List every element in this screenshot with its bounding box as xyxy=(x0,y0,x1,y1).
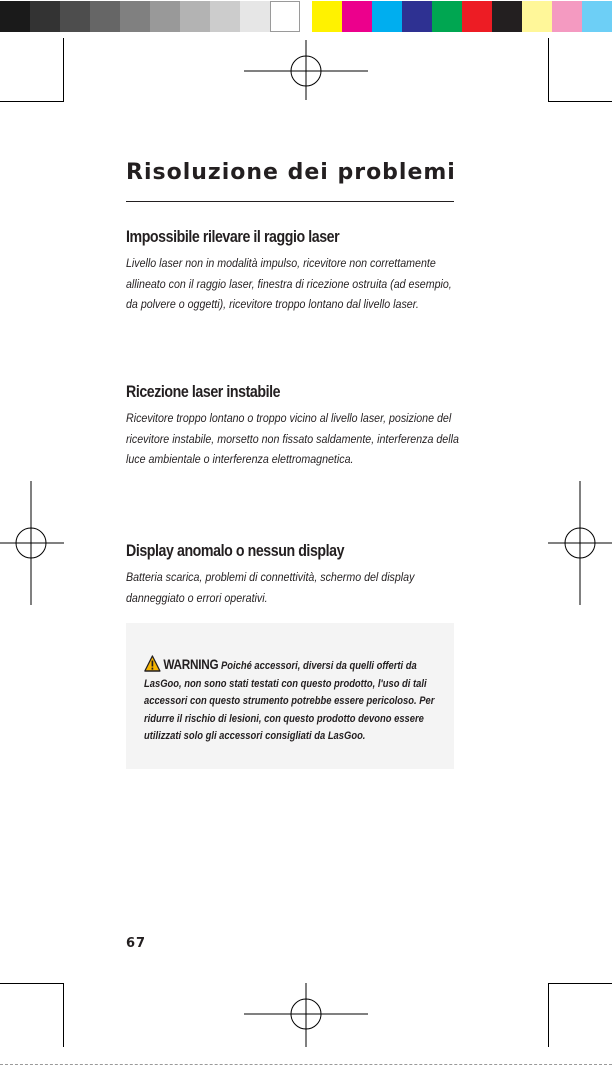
process-swatch-cyan xyxy=(372,1,402,32)
section-unstable-reception xyxy=(126,383,459,470)
warning-message: Poiché accessori, diversi da quelli offerti da LasGoo, non sono stati testati con questo prodotto, l'uso di tali accessori con questo strumento potrebbe essere pericoloso. Per ridurre il rischio di lesioni, con questo prodotto devono essere utilizzati solo gli accessori consigliati da LasGoo. xyxy=(144,660,435,742)
gray-swatch-3 xyxy=(60,1,90,32)
crop-mark-bottom-left-v xyxy=(63,983,64,1047)
gray-swatch-4 xyxy=(90,1,120,32)
section-heading: Display anomalo o nessun display xyxy=(126,542,345,560)
registration-mark-right xyxy=(548,481,612,605)
crop-mark-top-left-v xyxy=(63,38,64,102)
process-swatch-green xyxy=(432,1,462,32)
process-swatch-black xyxy=(492,1,522,32)
section-body: Ricevitore troppo lontano o troppo vicino al livello laser, posizione del ricevitore instabile, morsetto non fissato saldamente, interferenza della luce ambientale o interferenza elettromagnetica. xyxy=(126,411,459,466)
gray-swatch-1 xyxy=(0,1,30,32)
registration-mark-bottom xyxy=(244,983,368,1047)
process-swatch-pink xyxy=(552,1,582,32)
gray-swatch-7 xyxy=(180,1,210,32)
process-swatch-light-yellow xyxy=(522,1,552,32)
section-laser-not-detected xyxy=(126,228,456,315)
gray-swatch-8 xyxy=(210,1,240,32)
section-display-anomaly xyxy=(126,542,456,608)
title-divider xyxy=(126,201,454,202)
gray-swatch-2 xyxy=(30,1,60,32)
crop-mark-bottom-right-h xyxy=(548,983,612,984)
page-number: 67 xyxy=(126,936,147,951)
process-swatch-yellow xyxy=(312,1,342,32)
gray-swatch-9 xyxy=(240,1,270,32)
warning-text-block xyxy=(144,655,438,746)
registration-mark-left xyxy=(0,481,64,605)
process-swatch-red xyxy=(462,1,492,32)
crop-mark-top-left-h xyxy=(0,101,64,102)
printer-color-bar xyxy=(0,0,612,34)
bottom-trim-line xyxy=(0,1064,612,1066)
crop-mark-top-right-v xyxy=(548,38,549,102)
section-body: Livello laser non in modalità impulso, ricevitore non correttamente allineato con il raggio laser, finestra di ricezione ostruita (ad esempio, da polvere o oggetti), ricevitore troppo lontano dal livello laser. xyxy=(126,256,452,311)
gray-swatch-5 xyxy=(120,1,150,32)
process-swatch-blue xyxy=(402,1,432,32)
process-swatch-magenta xyxy=(342,1,372,32)
registration-mark-top xyxy=(244,40,368,100)
gray-swatch-10 xyxy=(270,1,300,32)
section-body: Batteria scarica, problemi di connettività, schermo del display danneggiato o errori operativi. xyxy=(126,570,415,605)
section-heading: Impossibile rilevare il raggio laser xyxy=(126,228,340,246)
gray-swatch-6 xyxy=(150,1,180,32)
crop-mark-bottom-right-v xyxy=(548,983,549,1047)
warning-box xyxy=(126,623,454,769)
warning-label: WARNING xyxy=(163,656,219,672)
process-swatch-light-cyan xyxy=(582,1,612,32)
page-title: Risoluzione dei problemi xyxy=(126,160,456,185)
section-heading: Ricezione laser instabile xyxy=(126,383,281,401)
warning-triangle-icon xyxy=(144,655,161,672)
crop-mark-top-right-h xyxy=(548,101,612,102)
crop-mark-bottom-left-h xyxy=(0,983,64,984)
